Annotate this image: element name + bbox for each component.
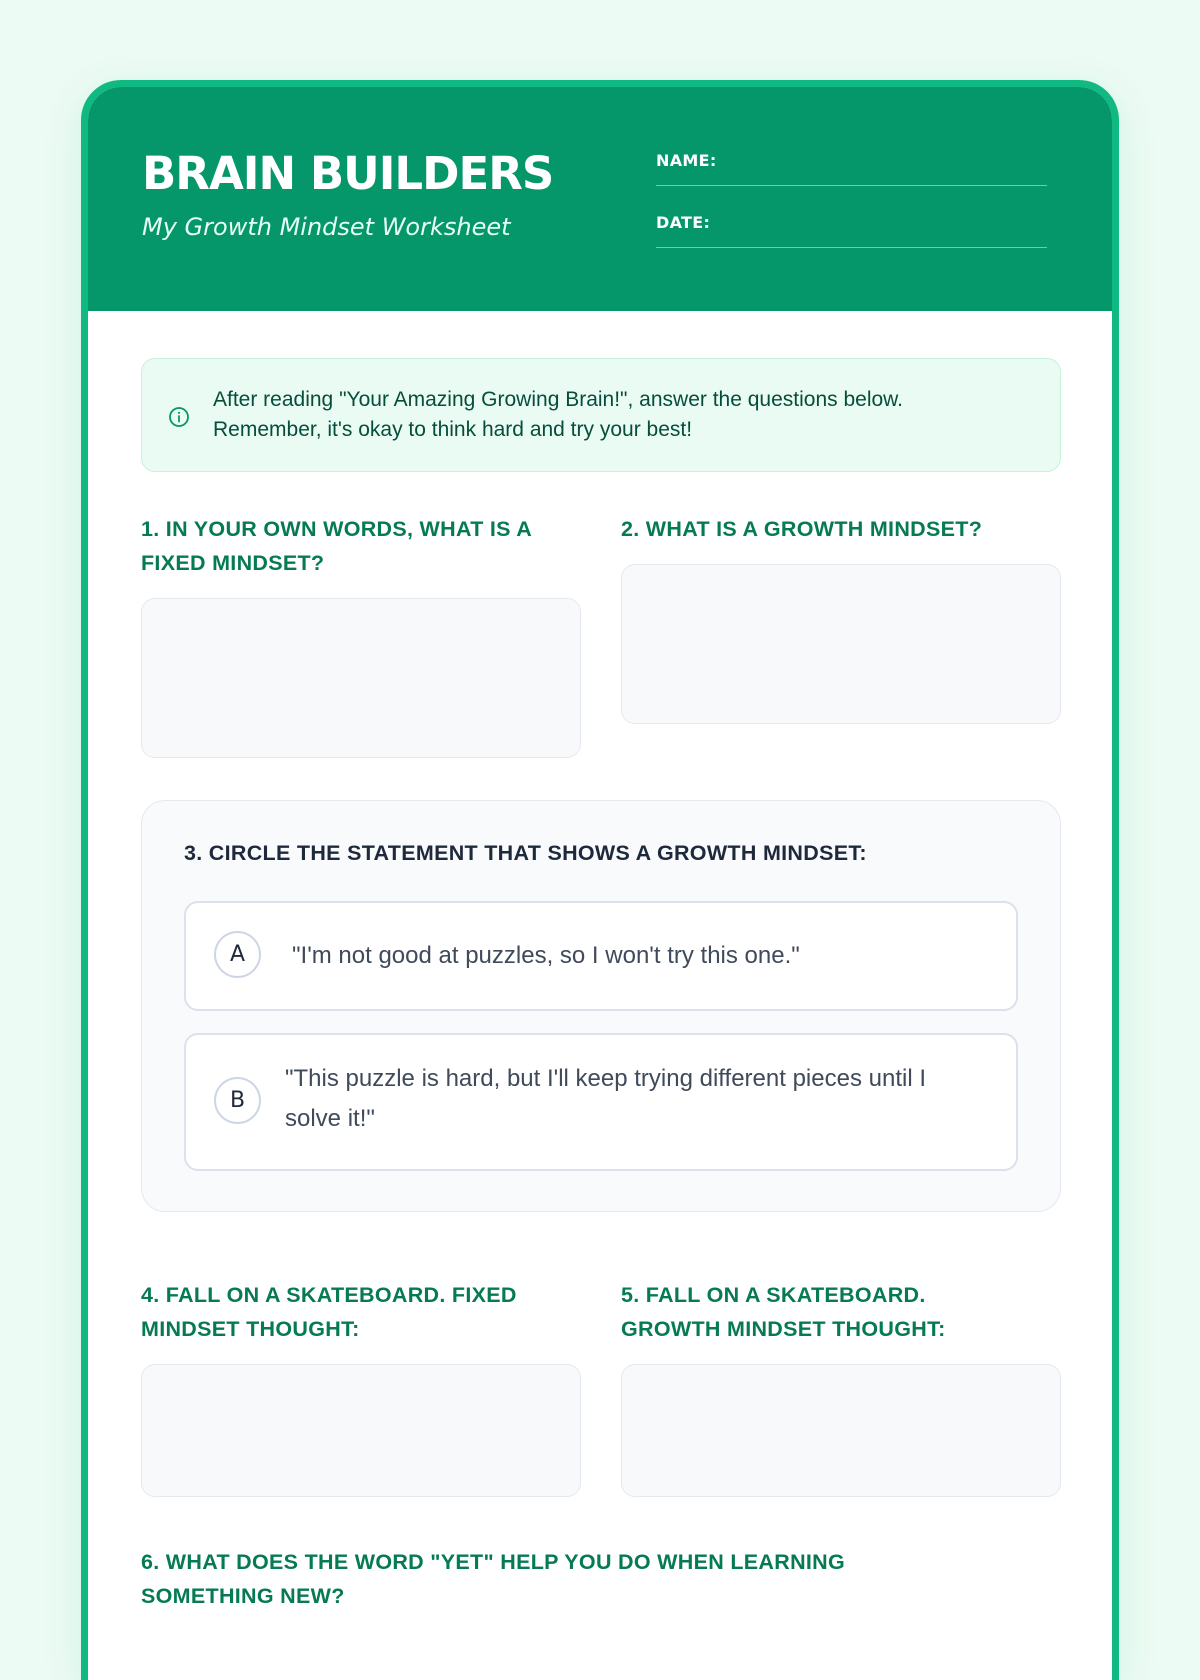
question-1-label (141, 512, 532, 580)
question-2-answer-box[interactable] (621, 564, 1061, 724)
instructions-line: Remember, it's okay to think hard and try your best! (213, 418, 693, 441)
name-field[interactable] (656, 151, 1047, 186)
option-b-text: "This puzzle is hard, but I'll keep trying different pieces until I solve it!" (285, 1065, 926, 1132)
question-1-line: 1. IN YOUR OWN WORDS, WHAT IS A (141, 517, 533, 541)
question-1-answer-box[interactable] (141, 598, 581, 758)
option-a-text: "I'm not good at puzzles, so I won't try this one." (292, 942, 800, 969)
instructions-line: After reading "Your Amazing Growing Brain!", answer the questions below. (213, 388, 904, 411)
info-icon (168, 406, 190, 428)
option-a-letter: A (214, 931, 261, 978)
worksheet-subtitle: My Growth Mindset Worksheet (142, 213, 511, 241)
option-b-letter: B (214, 1077, 261, 1124)
instructions-text (213, 385, 1043, 445)
worksheet-title: BRAIN BUILDERS (142, 147, 554, 200)
question-5-answer-box[interactable] (621, 1364, 1061, 1497)
question-4-line: 4. FALL ON A SKATEBOARD. FIXED (141, 1283, 517, 1307)
date-label: DATE: (656, 213, 711, 232)
option-b[interactable] (184, 1033, 1018, 1171)
question-6-label (141, 1545, 845, 1613)
question-5-line: GROWTH MINDSET THOUGHT: (621, 1317, 946, 1341)
name-label: NAME: (656, 151, 717, 170)
question-1-line: FIXED MINDSET? (141, 551, 325, 575)
question-4-line: MINDSET THOUGHT: (141, 1317, 360, 1341)
instructions-box (141, 358, 1061, 472)
option-a[interactable] (184, 901, 1018, 1011)
question-2-label (621, 512, 982, 546)
worksheet (81, 80, 1119, 1680)
question-6-line: 6. WHAT DOES THE WORD "YET" HELP YOU DO WHEN LEARNING (141, 1550, 846, 1574)
question-3-label: 3. CIRCLE THE STATEMENT THAT SHOWS A GROWTH MINDSET: (184, 841, 867, 865)
question-6-line: SOMETHING NEW? (141, 1584, 345, 1608)
date-field[interactable] (656, 213, 1047, 248)
question-4-label (141, 1278, 517, 1346)
question-5-label (621, 1278, 946, 1346)
question-5-line: 5. FALL ON A SKATEBOARD. (621, 1283, 926, 1307)
worksheet-header (88, 87, 1112, 311)
question-2-line: 2. WHAT IS A GROWTH MINDSET? (621, 517, 983, 541)
question-4-answer-box[interactable] (141, 1364, 581, 1497)
question-3-panel (141, 800, 1061, 1212)
